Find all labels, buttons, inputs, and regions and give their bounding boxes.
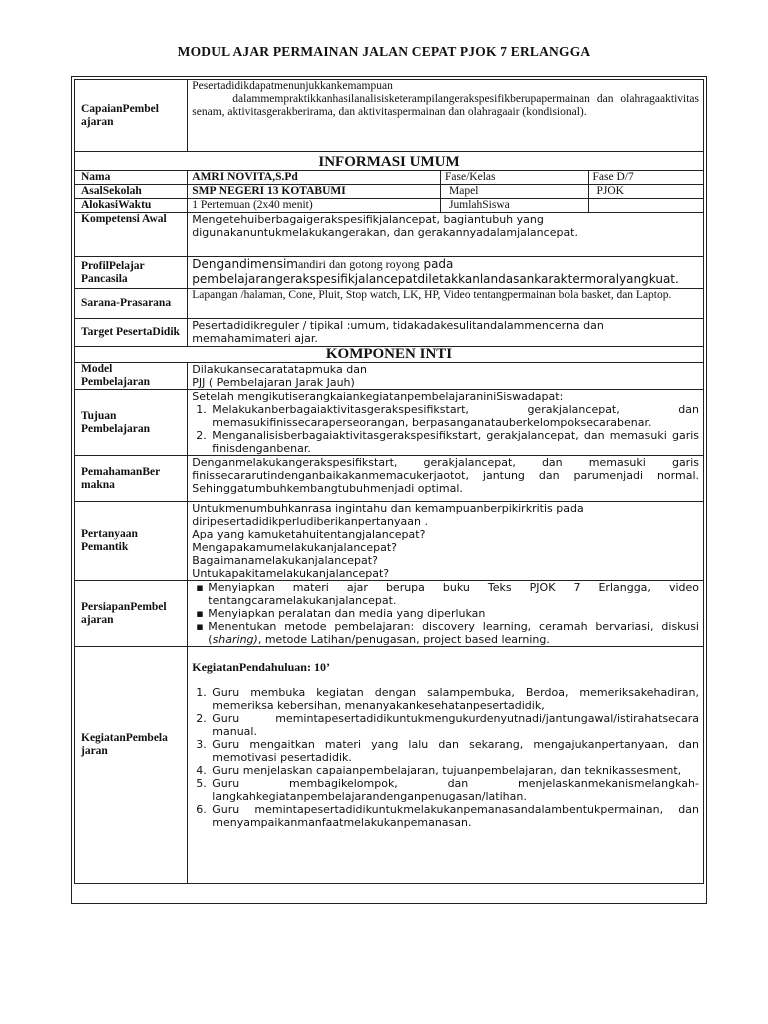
pemahaman-value: Denganmelakukangerakspesifikstart, gerakjalancepat, dan memasuki garis finissecararutindenganbaikakanmemacukerjaotot, jantung dan parumenjadi normal. Sehinggatumbuhkembangtubuhmenjadi optimal. [188, 456, 704, 502]
nama-row [75, 171, 704, 185]
persiapan-row [75, 581, 704, 647]
nama-value: AMRI NOVITA,S.Pd [188, 171, 441, 185]
fase-label: Fase/Kelas [441, 171, 588, 185]
tujuan-list [192, 403, 699, 455]
kegiatan-heading: KegiatanPendahuluan: 10’ [192, 660, 330, 674]
kegiatan-value [188, 647, 704, 884]
kompetensi-row [75, 213, 704, 257]
pertanyaan-item: Untukapakitamelakukanjalancepat? [192, 567, 390, 580]
model-value [188, 363, 704, 390]
persiapan-item3-emphasis: sharing) [212, 633, 258, 646]
kegiatan-label: KegiatanPembela jaran [75, 647, 188, 884]
profil-text-a: Dengandimensim [192, 257, 298, 271]
profil-text-b: andiri dan gotong royong [297, 257, 420, 271]
sekolah-label: AsalSekolah [75, 185, 188, 199]
module-table [74, 79, 704, 884]
jumlah-label: JumlahSiswa [441, 199, 588, 213]
persiapan-item: ▪ Menyiapkan materi ajar berupa buku Teks PJOK 7 Erlangga, video tentangcaramelakukanjalancepat. [208, 581, 699, 607]
kegiatan-item: 2. Guru memintapesertadidikuntukmengukurdenyutnadi/jantungawal/istirahatsecara manual. [210, 712, 699, 738]
tujuan-label: Tujuan Pembelajaran [75, 390, 188, 456]
pertanyaan-item: Mengapakamumelakukanjalancepat? [192, 541, 397, 554]
tujuan-row [75, 390, 704, 456]
tujuan-item: 2. Menganalisisberbagaiaktivitasgerakspesifikstart, gerakjalancepat, dan memasuki garis finisdenganbenar. [210, 429, 699, 455]
pertanyaan-label: Pertanyaan Pemantik [75, 502, 188, 581]
persiapan-item: ▪ Menyiapkan peralatan dan media yang diperlukan [208, 607, 699, 620]
pertanyaan-item: Bagaimanamelakukanjalancepat? [192, 554, 378, 567]
section-title-informasi: INFORMASI UMUM [75, 152, 704, 171]
sekolah-row [75, 185, 704, 199]
pertanyaan-row [75, 502, 704, 581]
pertanyaan-intro: Untukmenumbuhkanrasa ingintahu dan kemampuanberpikirkritis pada diripesertadidikperludiberikanpertanyaan . [192, 502, 584, 528]
pertanyaan-item: Apa yang kamuketahuitentangjalancepat? [192, 528, 426, 541]
persiapan-item [208, 620, 699, 646]
persiapan-label: PersiapanPembel ajaran [75, 581, 188, 647]
fase-value: Fase D/7 [588, 171, 704, 185]
model-line2: PJJ ( Pembelajaran Jarak Jauh) [192, 376, 355, 389]
alokasi-value: 1 Pertemuan (2x40 menit) [188, 199, 441, 213]
mapel-label: Mapel [441, 185, 588, 199]
model-line1: Dilakukansecaratatapmuka dan [192, 363, 367, 376]
persiapan-item3-text-b: , metode Latihan/penugasan, project based learning. [257, 633, 550, 646]
capaian-value [188, 80, 704, 152]
capaian-line2: dalammempraktikkanhasilanalisisketerampilangerakspesifikberupapermainan dan olahragaaktivitas senam, aktivitasgerakberirama, dan aktivitaspermainan dan olahragaair (kondisional). [192, 93, 699, 118]
sekolah-value: SMP NEGERI 13 KOTABUMI [188, 185, 441, 199]
pemahaman-row [75, 456, 704, 502]
sarana-label: Sarana-Prasarana [75, 289, 188, 319]
alokasi-row [75, 199, 704, 213]
profil-text-c: pada pembelajarangerakspesifikjalancepatdiletakkanlandasankaraktermoralyangkuat. [192, 257, 679, 286]
capaian-line1: Pesertadidikdapatmenunjukkankemampuan [192, 80, 393, 92]
kegiatan-item: 6. Guru memintapesertadidikuntukmelakukanpemanasandalambentukpermainan, dan menyampaikanmanfaatmelakukanpemanasan. [210, 803, 699, 829]
kompetensi-value: Mengetehuiberbagaigerakspesifikjalancepat, bagiantubuh yang digunakanuntukmelakukangerakan, dan gerakannyadalamjalancepat. [188, 213, 704, 257]
kegiatan-item: 1. Guru membuka kegiatan dengan salampembuka, Berdoa, memeriksakehadiran, memeriksa kebersihan, menanyakankesehatanpesertadidik, [210, 686, 699, 712]
mapel-value: PJOK [588, 185, 704, 199]
alokasi-label: AlokasiWaktu [75, 199, 188, 213]
tujuan-item: 1. Melakukanberbagaiaktivitasgerakspesifikstart, gerakjalancepat, dan memasukifinissecaraperseorangan, berpasanganatauberkelompoksecarabenar. [210, 403, 699, 429]
model-label: Model Pembelajaran [75, 363, 188, 390]
section-komponen-inti [75, 347, 704, 363]
jumlah-value [588, 199, 704, 213]
kegiatan-list [192, 686, 699, 829]
persiapan-value [188, 581, 704, 647]
tujuan-intro: Setelah mengikutiserangkaiankegiatanpembelajaraniniSiswadapat: [192, 390, 564, 403]
sarana-row [75, 289, 704, 319]
section-title-inti: KOMPONEN INTI [75, 347, 704, 363]
kegiatan-row [75, 647, 704, 884]
target-value: Pesertadidikreguler / tipikal :umum, tidakadakesulitandalammencerna dan memahamimateri ajar. [188, 319, 704, 347]
tujuan-value [188, 390, 704, 456]
nama-label: Nama [75, 171, 188, 185]
kegiatan-item: 5. Guru membagikelompok, dan menjelaskanmekanismelangkah-langkahkegiatanpembelajarandenganpenugasan/latihan. [210, 777, 699, 803]
persiapan-list [192, 581, 699, 646]
pertanyaan-value [188, 502, 704, 581]
profil-value [188, 257, 704, 289]
section-informasi-umum [75, 152, 704, 171]
model-row [75, 363, 704, 390]
capaian-row [75, 80, 704, 152]
kegiatan-item: 3. Guru mengaitkan materi yang lalu dan sekarang, mengajukanpertanyaan, dan memotivasi pesertadidik. [210, 738, 699, 764]
sarana-value: Lapangan /halaman, Cone, Pluit, Stop watch, LK, HP, Video tentangpermainan bola basket, dan Laptop. [188, 289, 704, 319]
document-title: MODUL AJAR PERMAINAN JALAN CEPAT PJOK 7 ERLANGGA [177, 44, 591, 59]
persiapan-item3-text-a: Menentukan metode pembelajaran: discovery learning, ceramah bervariasi, diskusi ( [208, 620, 699, 646]
capaian-label: CapaianPembel ajaran [75, 80, 188, 152]
profil-row [75, 257, 704, 289]
pemahaman-label: PemahamanBer makna [75, 456, 188, 502]
kegiatan-item: 4. Guru menjelaskan capaianpembelajaran, tujuanpembelajaran, dan teknikassesment, [210, 764, 699, 777]
target-label: Target PesertaDidik [75, 319, 188, 347]
kompetensi-label: Kompetensi Awal [75, 213, 188, 257]
target-row [75, 319, 704, 347]
profil-label: ProfilPelajar Pancasila [75, 257, 188, 289]
